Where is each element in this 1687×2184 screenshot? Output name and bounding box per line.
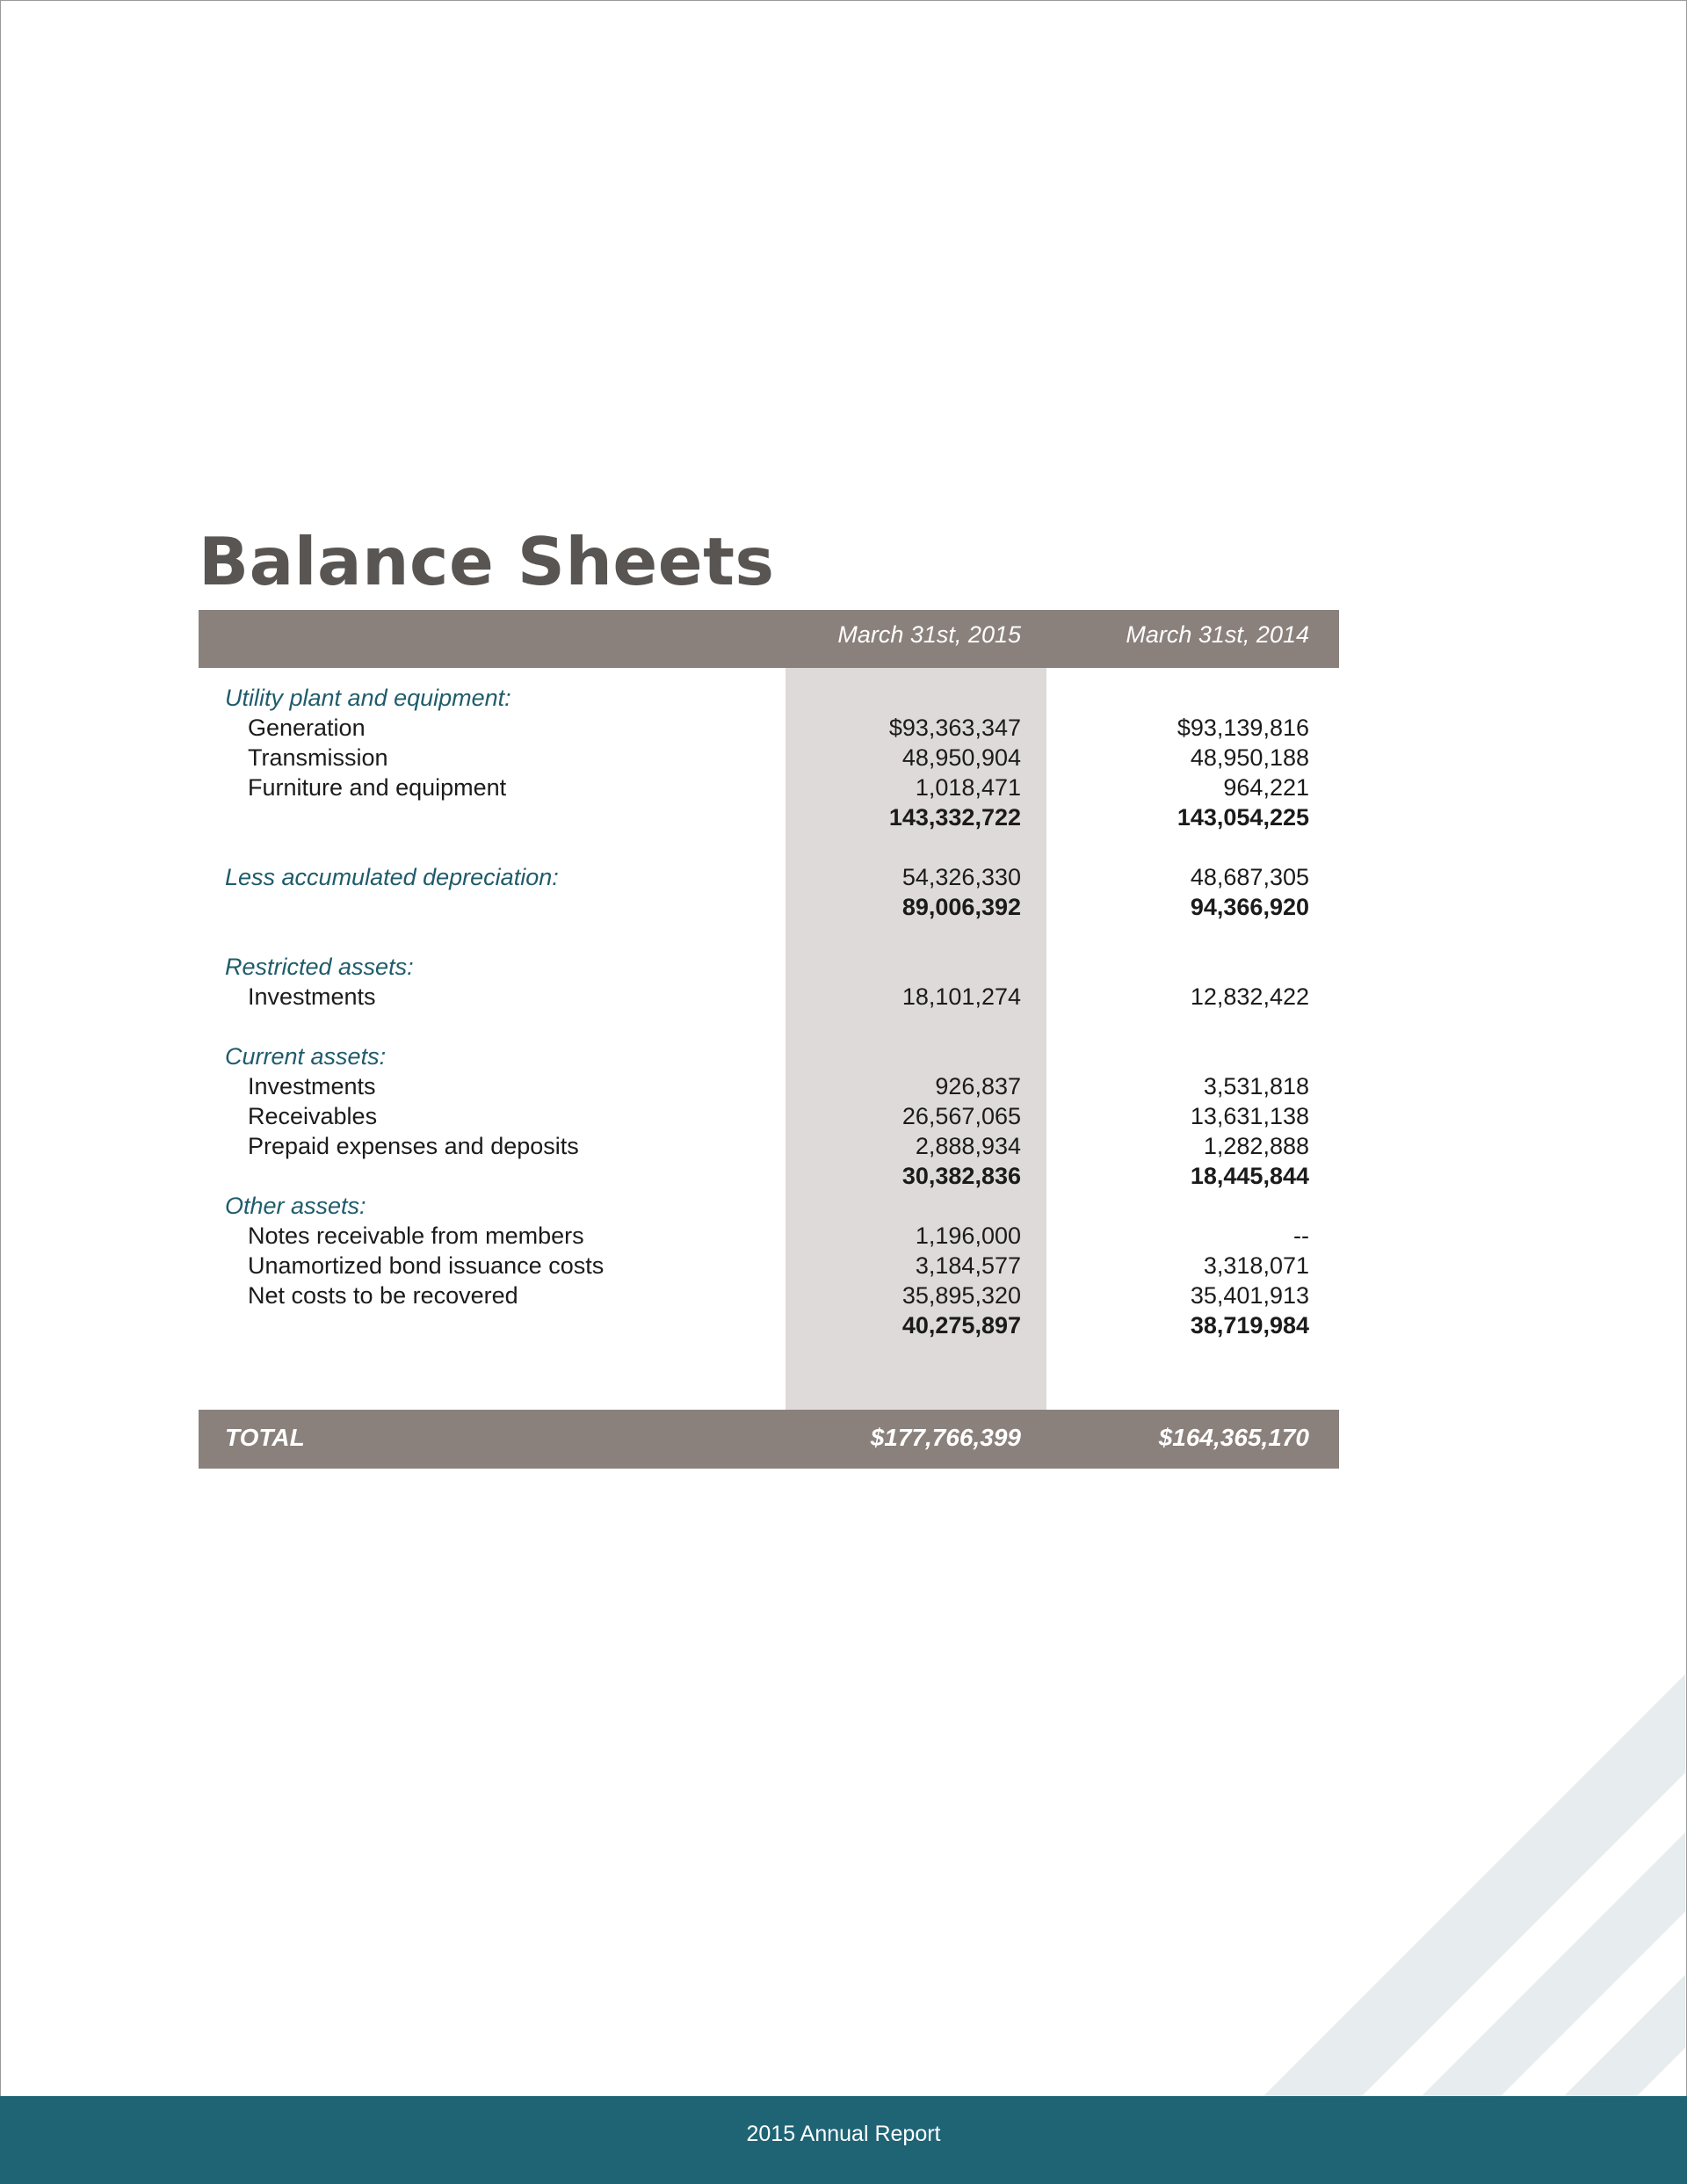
- value-2014: 143,054,225: [1177, 804, 1309, 831]
- table-row: [199, 743, 1339, 773]
- value-2015: 26,567,065: [901, 1103, 1021, 1129]
- row-label: Other assets:: [225, 1193, 366, 1219]
- value-2014: 3,531,818: [1203, 1073, 1309, 1099]
- total-value-2014: $164,365,170: [1158, 1424, 1309, 1451]
- table-row: [199, 1071, 1339, 1101]
- footer-text: 2015 Annual Report: [746, 2122, 941, 2146]
- value-2015: 926,837: [935, 1073, 1021, 1099]
- value-2015: 2,888,934: [915, 1133, 1021, 1159]
- row-label: Furniture and equipment: [248, 774, 507, 801]
- section-row: [199, 862, 1339, 892]
- subtotal-row: [199, 1161, 1339, 1191]
- value-2015: 143,332,722: [888, 804, 1021, 831]
- table-row: [199, 1221, 1339, 1251]
- footer: [0, 2096, 1687, 2184]
- row-label: Current assets:: [225, 1043, 387, 1070]
- value-2014: --: [1293, 1223, 1309, 1249]
- row-label: Unamortized bond issuance costs: [248, 1252, 605, 1279]
- table-row: [199, 713, 1339, 743]
- value-2015: 54,326,330: [901, 864, 1021, 890]
- section-row: [199, 683, 1339, 713]
- table-row: [199, 982, 1339, 1012]
- value-2015: 18,101,274: [901, 983, 1021, 1010]
- value-2015: 1,196,000: [915, 1223, 1021, 1249]
- value-2014: $93,139,816: [1177, 715, 1309, 741]
- value-2014: 3,318,071: [1203, 1252, 1309, 1279]
- value-2015: 89,006,392: [901, 894, 1021, 920]
- value-2014: 13,631,138: [1190, 1103, 1309, 1129]
- row-label: Prepaid expenses and deposits: [248, 1133, 579, 1159]
- section-row: [199, 952, 1339, 982]
- row-label: Generation: [248, 715, 366, 741]
- value-2014: 1,282,888: [1203, 1133, 1309, 1159]
- table-body: [199, 668, 1339, 1451]
- value-2015: 30,382,836: [901, 1163, 1021, 1189]
- row-label: Notes receivable from members: [248, 1223, 584, 1249]
- value-2014: 48,687,305: [1190, 864, 1309, 890]
- value-2015: 1,018,471: [915, 774, 1021, 801]
- column-header-2015: March 31st, 2015: [837, 621, 1021, 648]
- table-row: [199, 1251, 1339, 1281]
- value-2015: $93,363,347: [888, 715, 1021, 741]
- subtotal-row: [199, 1310, 1339, 1340]
- value-2014: 12,832,422: [1190, 983, 1309, 1010]
- value-2015: 3,184,577: [915, 1252, 1021, 1279]
- row-label: Investments: [248, 983, 376, 1010]
- value-2014: 964,221: [1223, 774, 1309, 801]
- row-label: Less accumulated depreciation:: [225, 864, 559, 890]
- table-row: [199, 1101, 1339, 1131]
- value-2015: 48,950,904: [901, 744, 1021, 771]
- page-title: Balance Sheets: [199, 523, 775, 600]
- value-2015: 35,895,320: [901, 1282, 1021, 1309]
- balance-sheet-table: [199, 610, 1339, 1451]
- total-label: TOTAL: [225, 1424, 305, 1451]
- total-row: [199, 1410, 1339, 1469]
- table-row: [199, 1131, 1339, 1161]
- value-2014: 48,950,188: [1190, 744, 1309, 771]
- section-row: [199, 1191, 1339, 1221]
- row-label: Net costs to be recovered: [248, 1282, 518, 1309]
- row-label: Restricted assets:: [225, 954, 414, 980]
- value-2014: 18,445,844: [1190, 1163, 1309, 1189]
- row-label: Transmission: [248, 744, 388, 771]
- value-2015: 40,275,897: [901, 1312, 1021, 1339]
- table-row: [199, 1281, 1339, 1310]
- total-value-2015: $177,766,399: [870, 1424, 1021, 1451]
- section-row: [199, 1041, 1339, 1071]
- row-label: Investments: [248, 1073, 376, 1099]
- column-header-2014: March 31st, 2014: [1126, 621, 1309, 648]
- table-header: [199, 610, 1339, 668]
- value-2014: 35,401,913: [1190, 1282, 1309, 1309]
- row-label: Receivables: [248, 1103, 378, 1129]
- value-2014: 38,719,984: [1190, 1312, 1309, 1339]
- value-2014: 94,366,920: [1190, 894, 1309, 920]
- subtotal-row: [199, 802, 1339, 832]
- row-label: Utility plant and equipment:: [225, 685, 511, 711]
- subtotal-row: [199, 892, 1339, 922]
- table-row: [199, 773, 1339, 802]
